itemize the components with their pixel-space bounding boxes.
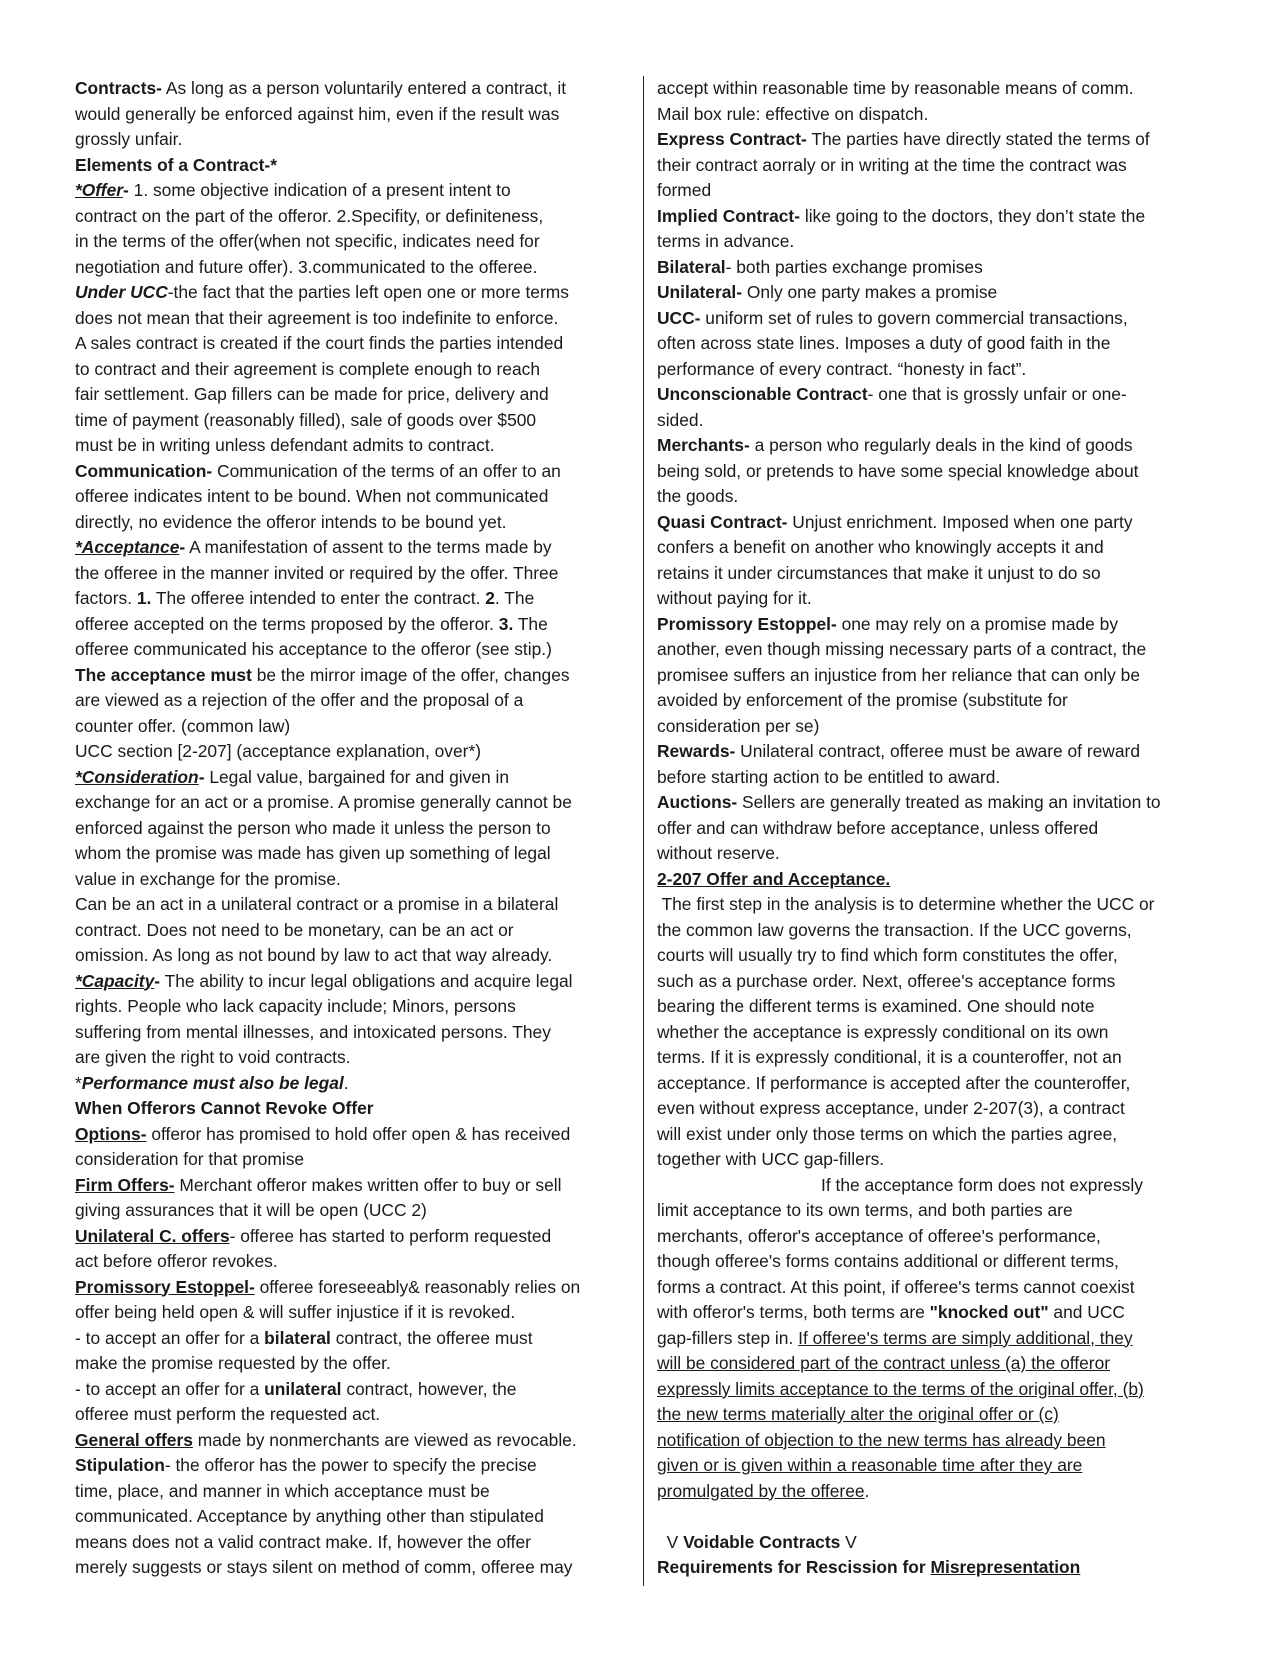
voidable-contracts-heading: V Voidable Contracts V — [657, 1531, 857, 1552]
offer-def: *Offer- 1. some objective indication of a present intent to — [75, 180, 511, 200]
elements-heading: Elements of a Contract-* — [75, 154, 277, 175]
rescission-heading: Requirements for Rescission for Misrepresentation — [657, 1557, 1081, 1577]
auctions-def: Auctions- Sellers are generally treated as making an invitation to — [657, 792, 1161, 812]
implied-contract-def: Implied Contract- like going to the doctors, they don’t state the — [657, 205, 1146, 226]
communication-def: Communication- Communication of the terms of an offer to an — [75, 460, 561, 481]
unilateral-offers-def: Unilateral C. offers- offeree has started to perform requested — [75, 1225, 552, 1246]
paragraph-2207-analysis: The first step in the analysis is to determine whether the UCC or the common law governs the transaction. If the UCC governs, courts will usually try to find which form constitutes the offer, such as a purchase order. Next, offeree's acceptance forms bearing the different terms is examined. One should note whether the acceptance is expressly conditional on its own terms. If it is expressly conditional, it is a counteroffer, not an acceptance. If performance is accepted after the counteroffer, even without express acceptance, under 2-207(3), a contract will exist under only those terms on which the parties agree, together with UCC gap-fillers. — [657, 894, 1155, 1169]
paragraph-2207-merchants: If the acceptance form does not expressly limit acceptance to its own terms, and both parties are merchants, offeror's acceptance of offeree's performance, though offeree's forms contains additional or different terms, forms a contract. At this point, if offeree's terms cannot coexist with offeror's terms, both terms are "knocked out" and UCC gap-fillers step in. If offeree's terms are simply additional, they will be considered part of the contract unless (a) the offeror expressly limits acceptance to the terms of the original offer, (b) the new terms materially alter the original offer or (c) notification of objection to the new terms has already been given or is given within a reasonable time after they are promulgated by the offeree. — [657, 1174, 1144, 1501]
unilateral-def: Unilateral- Only one party makes a promise — [657, 282, 998, 302]
column-divider — [643, 76, 644, 1586]
revoke-heading: When Offerors Cannot Revoke Offer — [75, 1098, 374, 1118]
ucc-def: UCC- uniform set of rules to govern commercial transactions, — [657, 307, 1128, 328]
mailbox-rule: Mail box rule: effective on dispatch. — [657, 103, 929, 124]
right-column: accept within reasonable time by reasonable means of comm. Mail box rule: effective on dispatch. Express Contract- The parties have directly stated the terms of their contract aorraly or in writing at the time the contract was formed Implied Contract- like going to the doctors, they don’t state the terms in advance. Bilateral- both parties exchange promises Unilateral- Only one party makes a promise UCC- uniform set of rules to govern commercial transactions, often across state lines. Imposes a duty of good faith in the performance of every contract. “honesty in fact”. Unconscionable Contract- one that is grossly unfair or one- sided. Merchants- a person who regularly deals in the kind of goods being sold, or pretends to have some special knowledge about the goods. Quasi Contract- Unjust enrichment. Imposed when one party confers a benefit on another who knowingly accepts it and retains it under circumstances that make it unjust to do so without paying for it. Promissory Estoppel- one may rely on a promise made by another, even though missing necessary parts of a contract, the promisee suffers an injustice from her reliance that can only be avoided by enforcement of the promise (substitute for consideration per se) Rewards- Unilateral contract, offeree must be aware of reward before starting action to be entitled to award. Auctions- Sellers are generally treated as making an invitation to offer and can withdraw before acceptance, unless offered without reserve. 2-207 Offer and Acceptance. The first step in the analysis is to determine whether the UCC or the common law governs the transaction. If the UCC governs, courts will usually try to find which form constitutes the offer, such as a purchase order. Next, offeree's acceptance forms bearing the different terms is examined. One should note whether the acceptance is expressly conditional on its own terms. If it is expressly conditional, it is a counteroffer, not an acceptance. If performance is accepted after the counteroffer, even without express acceptance, under 2-207(3), a contract will exist under only those terms on which the parties agree, together with UCC gap-fillers. If the acceptance form does not expressly limit acceptance to its own terms, and both parties are merchants, offeror's acceptance of offeree's performance, though offeree's forms contains additional or different terms, forms a contract. At this point, if offeree's terms cannot coexist with offeror's terms, both terms are "knocked out" and UCC gap-fillers step in. If offeree's terms are simply additional, they will be considered part of the contract unless (a) the offeror expressly limits acceptance to the terms of the original offer, (b) the new terms materially alter the original offer or (c) notification of objection to the new terms has already been given or is given within a reasonable time after they are promulgated by the offeree. V Voidable Contracts V Requirements for Rescission for Misrepresentation — [657, 76, 1212, 1581]
express-contract-def: Express Contract- The parties have directly stated the terms of — [657, 129, 1150, 149]
rewards-def: Rewards- Unilateral contract, offeree must be aware of reward — [657, 741, 1140, 761]
capacity-def: *Capacity- The ability to incur legal obligations and acquire legal — [75, 970, 573, 991]
under-ucc-def: Under UCC-the fact that the parties left open one or more terms — [75, 282, 569, 302]
mirror-image-rule: The acceptance must be the mirror image of the offer, changes — [75, 664, 570, 685]
bilateral-def: Bilateral- both parties exchange promises — [657, 256, 983, 277]
section-2207-heading: 2-207 Offer and Acceptance. — [657, 868, 891, 889]
firm-offers-def: Firm Offers- Merchant offeror makes written offer to buy or sell — [75, 1174, 562, 1195]
contracts-def: Contracts- As long as a person voluntarily entered a contract, it — [75, 78, 567, 98]
consideration-def: *Consideration- Legal value, bargained for and given in — [75, 766, 510, 787]
unilateral-note: - to accept an offer for a unilateral contract, however, the — [75, 1378, 517, 1399]
merchants-def: Merchants- a person who regularly deals in the kind of goods — [657, 435, 1133, 455]
promissory-estoppel-def: Promissory Estoppel- one may rely on a promise made by — [657, 613, 1119, 634]
document-page — [75, 76, 1212, 1596]
acceptance-def: *Acceptance- A manifestation of assent to the terms made by — [75, 537, 552, 557]
general-offers-def: General offers made by nonmerchants are viewed as revocable. — [75, 1429, 577, 1450]
bilateral-note: - to accept an offer for a bilateral contract, the offeree must — [75, 1327, 533, 1348]
unconscionable-def: Unconscionable Contract- one that is grossly unfair or one- — [657, 384, 1127, 404]
stipulation-def: Stipulation- the offeror has the power to specify the precise — [75, 1455, 537, 1475]
left-column: Contracts- As long as a person voluntarily entered a contract, it would generally be enforced against him, even if the result was grossly unfair. Elements of a Contract-* *Offer- 1. some objective indication of a present intent to contract on the part of the offeror. 2.Specifity, or definiteness, in the terms of the offer(when not specific, indicates need for negotiation and future offer). 3.communicated to the offeree. Under UCC-the fact that the parties left open one or more terms does not mean that their agreement is too indefinite to enforce. A sales contract is created if the court finds the parties intended to contract and their agreement is complete enough to reach fair settlement. Gap fillers can be made for price, delivery and time of payment (reasonably filled), sale of goods over $500 must be in writing unless defendant admits to contract. Communication- Communication of the terms of an offer to an offeree indicates intent to be bound. When not communicated directly, no evidence the offeror intends to be bound yet. *Acceptance- A manifestation of assent to the terms made by the offeree in the manner invited or required by the offer. Three factors. 1. The offeree intended to enter the contract. 2. The offeree accepted on the terms proposed by the offeror. 3. The offeree communicated his acceptance to the offeror (see stip.) The acceptance must be the mirror image of the offer, changes are viewed as a rejection of the offer and the proposal of a counter offer. (common law) UCC section [2-207] (acceptance explanation, over*) *Consideration- Legal value, bargained for and given in exchange for an act or a promise. A promise generally cannot be enforced against the person who made it unless the person to whom the promise was made has given up something of legal value in exchange for the promise. Can be an act in a unilateral contract or a promise in a bilateral contract. Does not need to be monetary, can be an act or omission. As long as not bound by law to act that way already. *Capacity- The ability to incur legal obligations and acquire legal rights. People who lack capacity include; Minors, persons suffering from mental illnesses, and intoxicated persons. They are given the right to void contracts. *Performance must also be legal. When Offerors Cannot Revoke Offer Options- offeror has promised to hold offer open & has received consideration for that promise Firm Offers- Merchant offeror makes written offer to buy or sell giving assurances that it will be open (UCC 2) Unilateral C. offers- offeree has started to perform requested act before offeror revokes. Promissory Estoppel- offeree foreseeably& reasonably relies on offer being held open & will suffer injustice if it is revoked. - to accept an offer for a bilateral contract, the offeree must make the promise requested by the offer. - to accept an offer for a unilateral contract, however, the offeree must perform the requested act. General offers made by nonmerchants are viewed as revocable. Stipulation- the offeror has the power to specify the precise time, place, and manner in which acceptance must be communicated. Acceptance by anything other than stipulated means does not a valid contract make. If, however the offer merely suggests or stays silent on method of comm, offeree may — [75, 76, 631, 1581]
quasi-contract-def: Quasi Contract- Unjust enrichment. Imposed when one party — [657, 511, 1133, 532]
options-def: Options- offeror has promised to hold offer open & has received — [75, 1123, 571, 1144]
promissory-estoppel-left: Promissory Estoppel- offeree foreseeably& reasonably relies on — [75, 1276, 581, 1297]
